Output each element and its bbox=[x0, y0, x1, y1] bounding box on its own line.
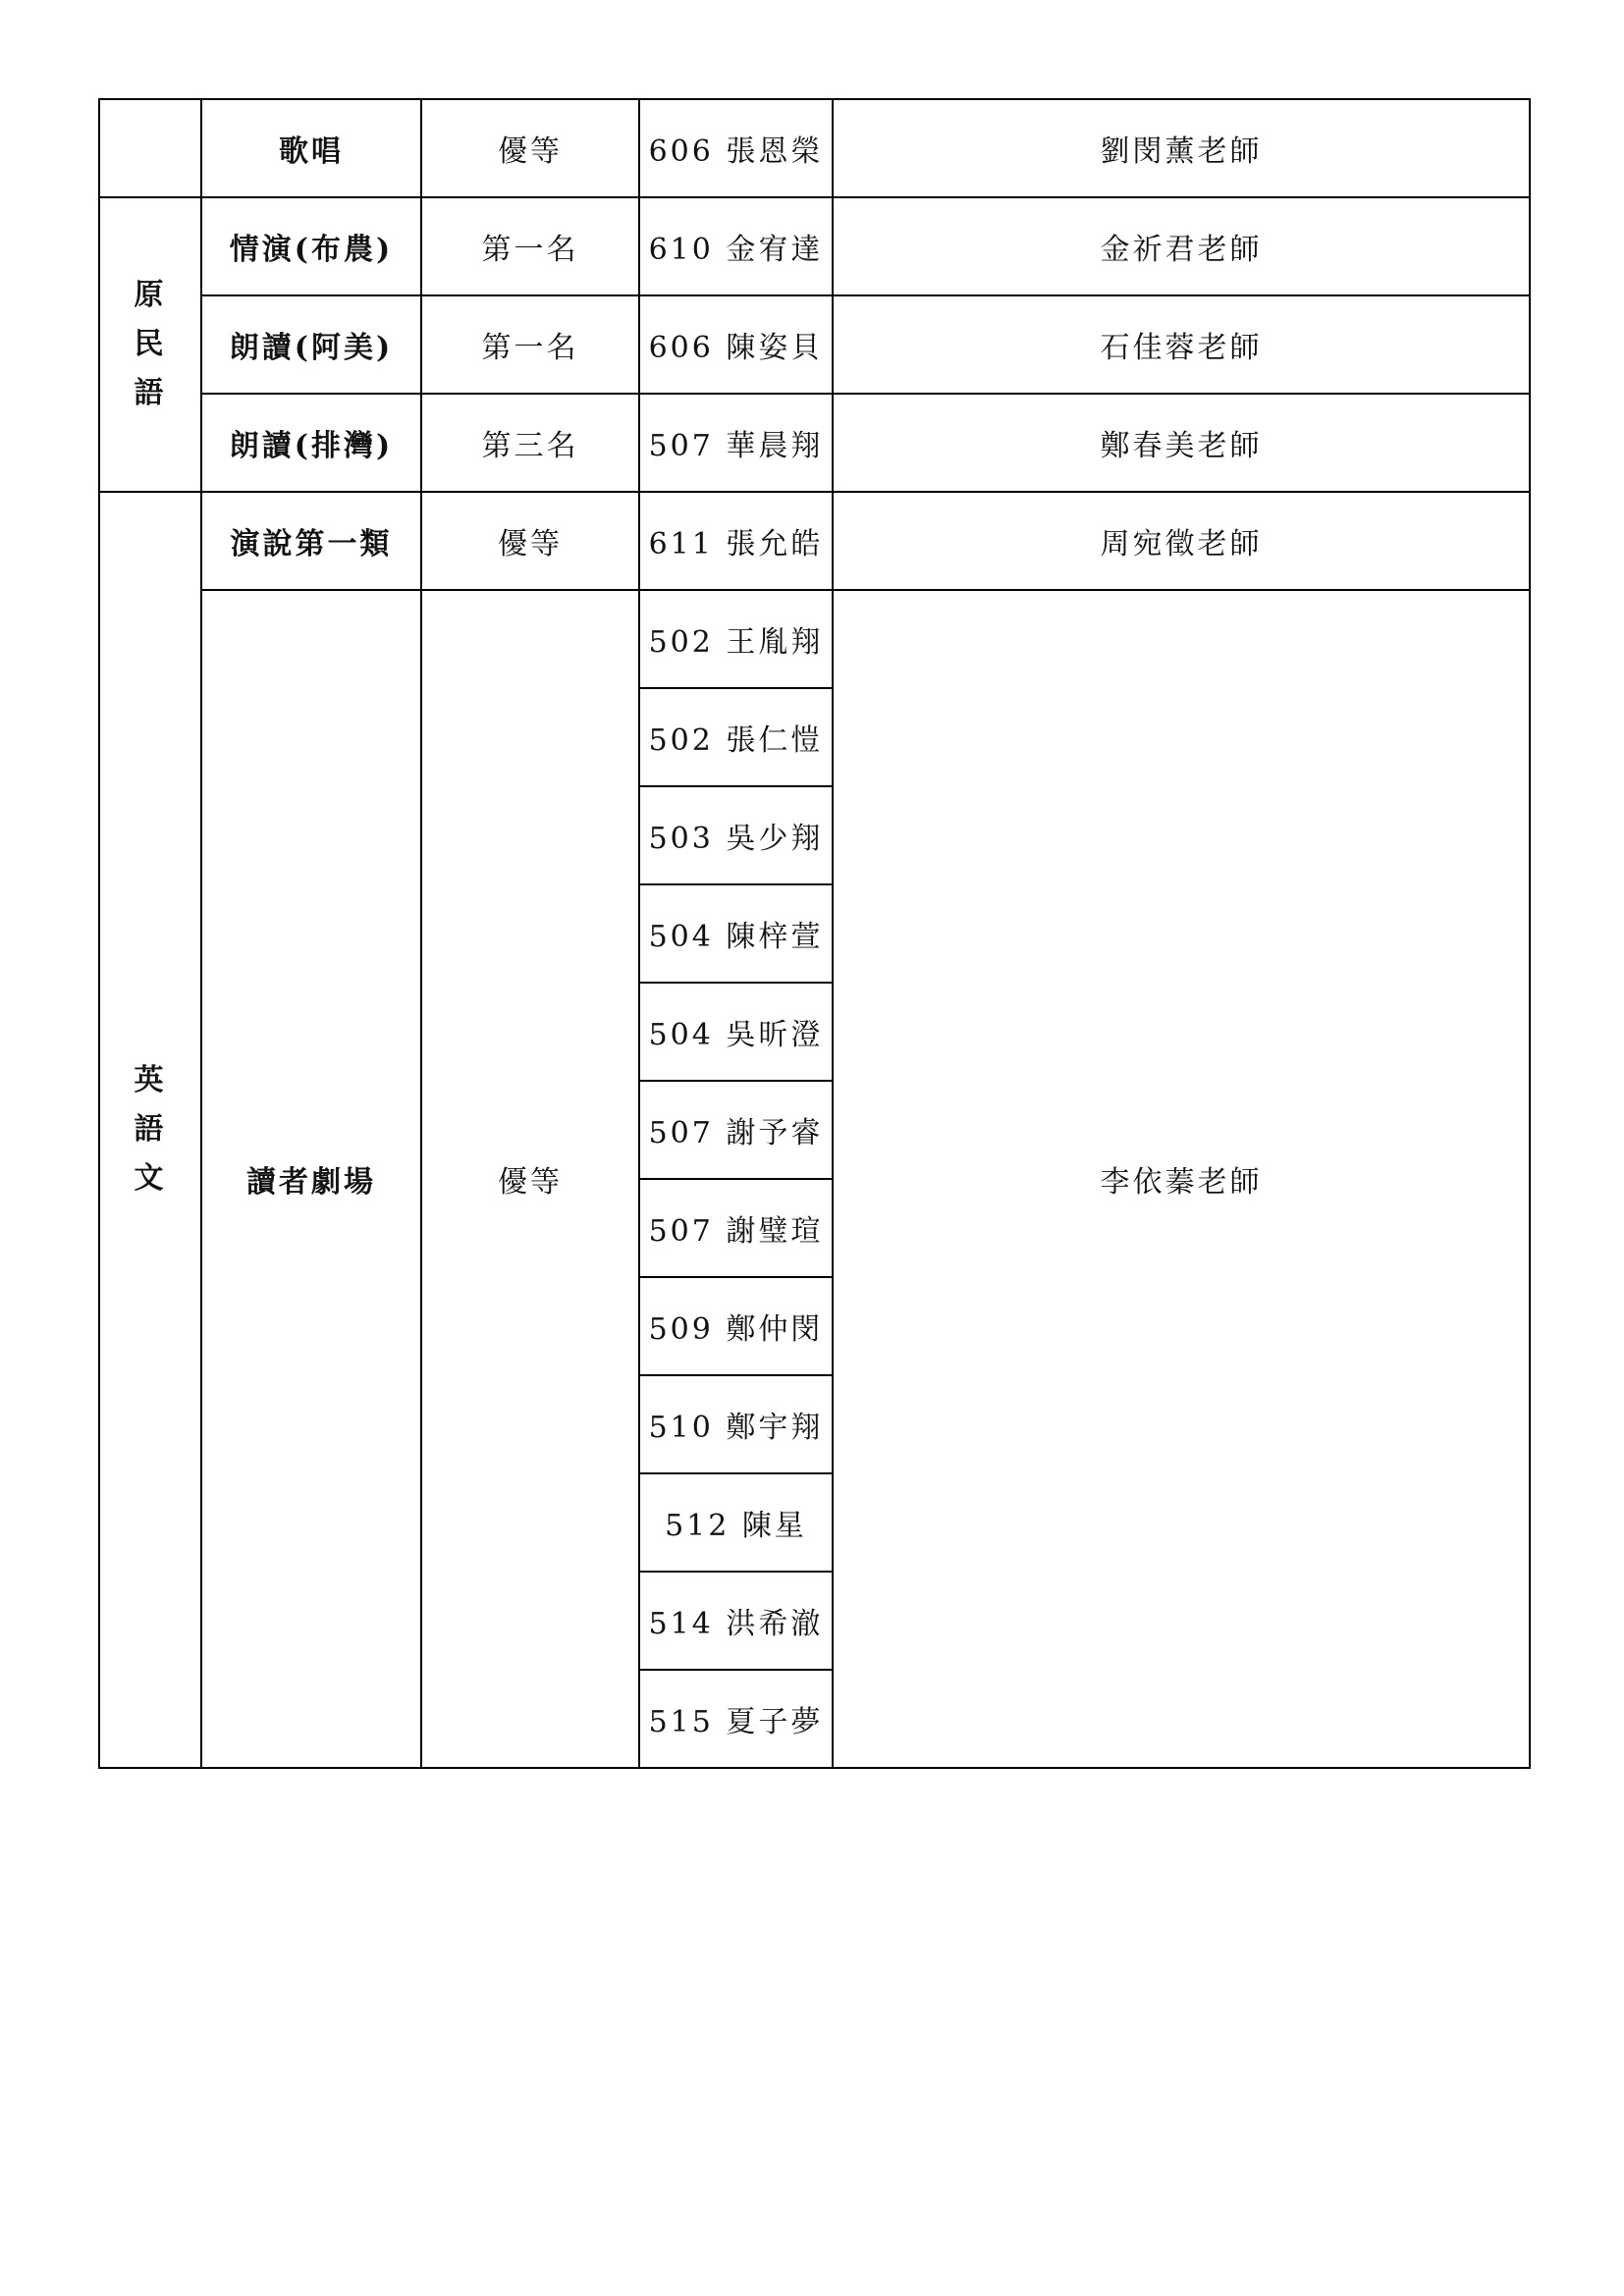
result-cell: 第一名 bbox=[421, 295, 639, 394]
student-cell: 514 洪希澈 bbox=[639, 1572, 833, 1670]
table-row bbox=[99, 99, 1530, 197]
table-row bbox=[99, 197, 1530, 295]
award-table bbox=[98, 98, 1531, 1769]
item-cell: 朗讀(排灣) bbox=[201, 394, 421, 492]
student-cell: 606 陳姿貝 bbox=[639, 295, 833, 394]
category-char: 英 bbox=[134, 1063, 167, 1097]
teacher-cell: 金祈君老師 bbox=[833, 197, 1530, 295]
item-cell: 情演(布農) bbox=[201, 197, 421, 295]
teacher-cell: 劉閔薰老師 bbox=[833, 99, 1530, 197]
item-cell-theater: 讀者劇場 bbox=[201, 590, 421, 1768]
table-row bbox=[99, 590, 1530, 688]
student-cell: 611 張允皓 bbox=[639, 492, 833, 590]
category-char: 民 bbox=[134, 327, 167, 361]
table-row bbox=[99, 394, 1530, 492]
item-cell: 朗讀(阿美) bbox=[201, 295, 421, 394]
student-cell: 507 謝予睿 bbox=[639, 1081, 833, 1179]
category-cell-empty bbox=[99, 99, 201, 197]
teacher-cell: 周宛徵老師 bbox=[833, 492, 1530, 590]
student-cell: 509 鄭仲閔 bbox=[639, 1277, 833, 1375]
category-char: 語 bbox=[134, 376, 167, 410]
result-cell: 第三名 bbox=[421, 394, 639, 492]
result-cell-theater: 優等 bbox=[421, 590, 639, 1768]
student-cell: 504 陳梓萱 bbox=[639, 884, 833, 983]
student-cell: 504 吳昕澄 bbox=[639, 983, 833, 1081]
result-cell: 第一名 bbox=[421, 197, 639, 295]
result-cell: 優等 bbox=[421, 99, 639, 197]
category-cell-indigenous bbox=[99, 197, 201, 492]
student-cell: 610 金宥達 bbox=[639, 197, 833, 295]
result-cell: 優等 bbox=[421, 492, 639, 590]
category-cell-english bbox=[99, 492, 201, 1768]
category-char: 語 bbox=[134, 1112, 167, 1147]
student-cell: 502 王胤翔 bbox=[639, 590, 833, 688]
item-cell: 演說第一類 bbox=[201, 492, 421, 590]
student-cell: 507 華晨翔 bbox=[639, 394, 833, 492]
item-cell: 歌唱 bbox=[201, 99, 421, 197]
category-char: 文 bbox=[134, 1161, 167, 1196]
teacher-cell: 石佳蓉老師 bbox=[833, 295, 1530, 394]
table-row bbox=[99, 295, 1530, 394]
student-cell: 515 夏子夢 bbox=[639, 1670, 833, 1768]
student-cell: 510 鄭宇翔 bbox=[639, 1375, 833, 1473]
student-cell: 502 張仁愷 bbox=[639, 688, 833, 786]
teacher-cell-theater: 李依蓁老師 bbox=[833, 590, 1530, 1768]
student-cell: 507 謝璧瑄 bbox=[639, 1179, 833, 1277]
student-cell: 503 吳少翔 bbox=[639, 786, 833, 884]
student-cell: 512 陳星 bbox=[639, 1473, 833, 1572]
category-char: 原 bbox=[134, 278, 167, 312]
teacher-cell: 鄭春美老師 bbox=[833, 394, 1530, 492]
table-row bbox=[99, 492, 1530, 590]
student-cell: 606 張恩榮 bbox=[639, 99, 833, 197]
